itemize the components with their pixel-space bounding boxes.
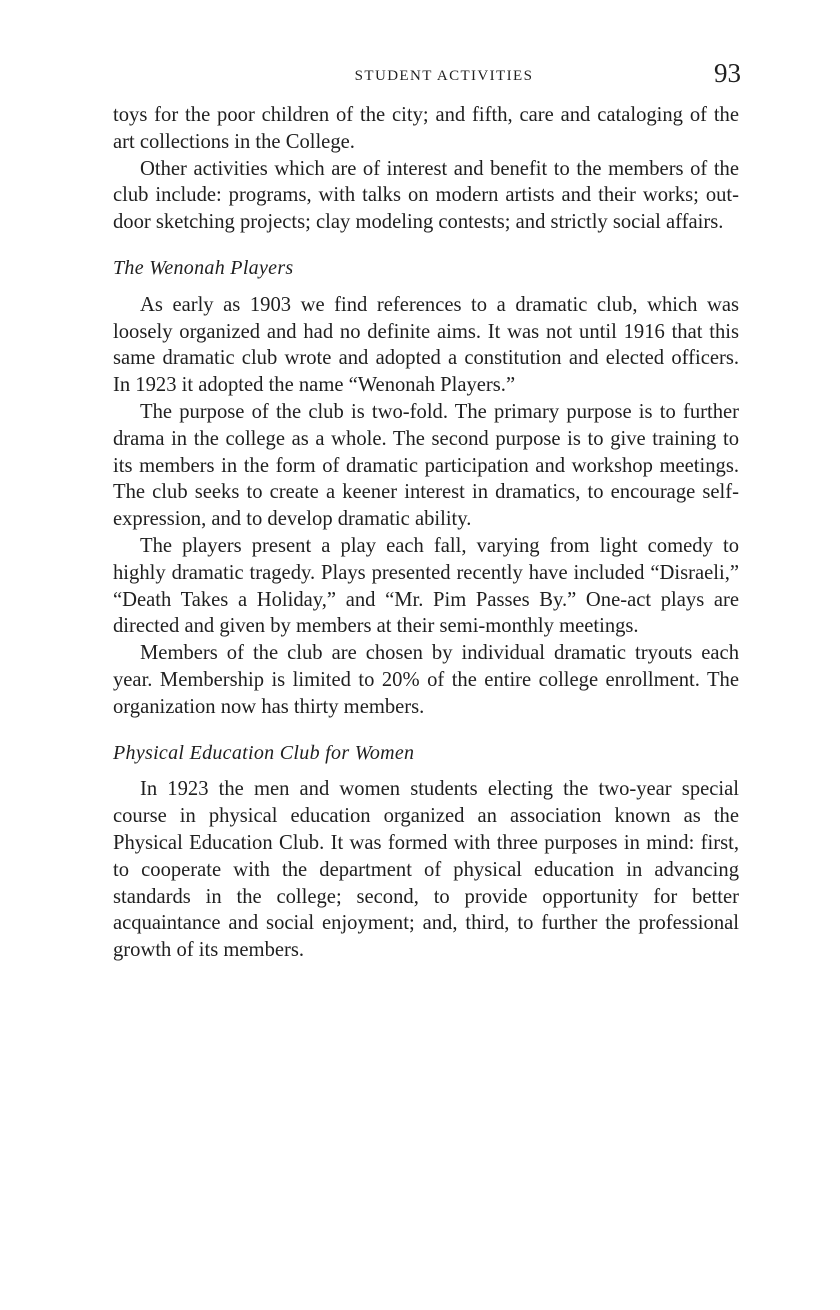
- section-heading-physical-education-club: Physical Education Club for Women: [113, 741, 415, 764]
- paragraph: Members of the club are chosen by individual dramatic tryouts each year. Membership is limited to 20% of the entire college enrollment. The organization now has thirty members.: [113, 642, 739, 718]
- running-head: STUDENT ACTIVITIES: [354, 68, 534, 84]
- paragraph: In 1923 the men and women students electing the two-year special course in physical education organized an association known as the Physical Education Club. It was formed with three purposes in mind: first, to cooperate with the department of physical education in advancing standards in the college; second, to provide opportunity for better acquaintance and social enjoyment; and, third, to further the professional growth of its members.: [113, 778, 739, 962]
- page-header: [113, 58, 739, 102]
- paragraph: The players present a play each fall, varying from light comedy to highly dramatic tragedy. Plays presented recently have included “Disraeli,” “Death Takes a Holiday,” and “Mr. Pim Passes By.” One-act plays are directed and given by members at their semi-monthly meetings.: [113, 534, 739, 638]
- paragraph: The purpose of the club is two-fold. The primary purpose is to further drama in the college as a whole. The second purpose is to give training to its members in the form of dramatic participation and workshop meetings. The club seeks to create a keener interest in dramatics, to encourage self-expression, and to develop dramatic ability.: [113, 400, 739, 531]
- body-text: [113, 102, 739, 964]
- section-heading-wenonah-players: The Wenonah Players: [113, 256, 294, 279]
- paragraph-continued: toys for the poor children of the city; and fifth, care and cataloging of the art collections in the College.: [113, 104, 739, 153]
- paragraph: Other activities which are of interest and benefit to the members of the club include: programs, with talks on modern artists and their works; out-door sketching projects; clay modeling contests; and strictly social affairs.: [113, 157, 739, 234]
- book-page: [113, 58, 739, 964]
- paragraph: As early as 1903 we find references to a dramatic club, which was loosely organized and had no definite aims. It was not until 1916 that this same dramatic club wrote and adopted a constitution and elected officers. In 1923 it adopted the name “Wenonah Players.”: [113, 293, 739, 397]
- page-number: 93: [714, 58, 741, 88]
